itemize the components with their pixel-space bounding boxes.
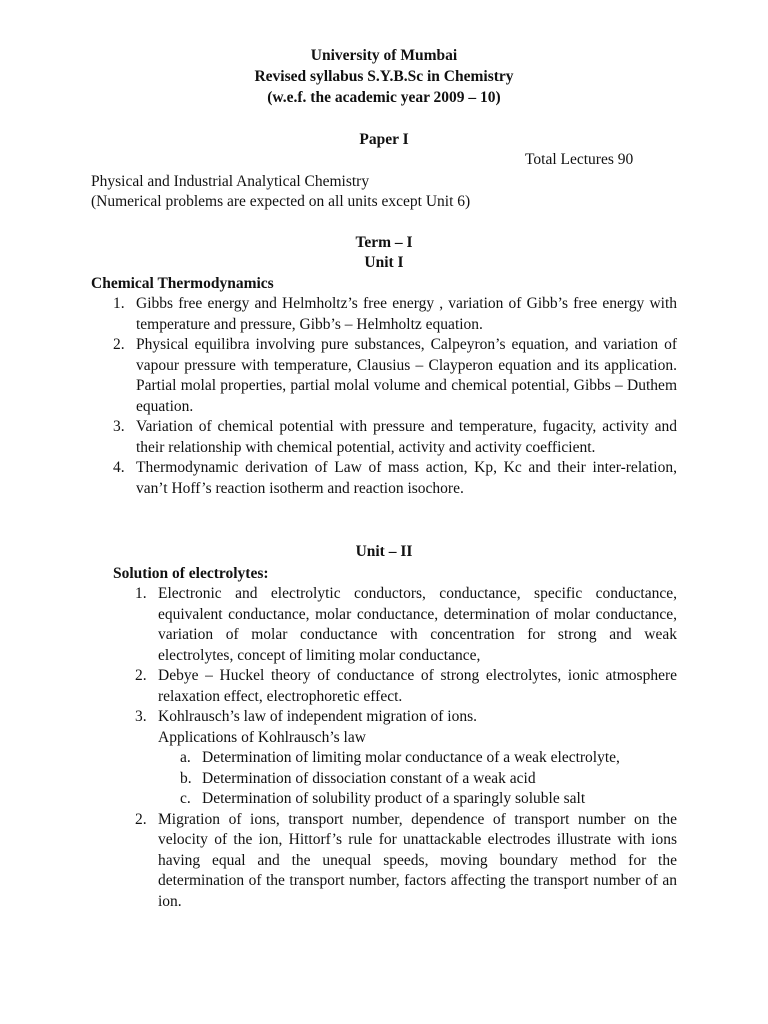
item-number: 1. [113, 295, 125, 312]
item-number: 4. [113, 459, 125, 476]
sub-item-text: Determination of dissociation constant of a weak acid [202, 769, 536, 787]
item-text: Kohlrausch’s law of independent migration of ions. [158, 708, 477, 725]
item-text: Gibbs free energy and Helmholtz’s free energy , variation of Gibb’s free energy with temperature and pressure, Gibb’s – Helmholtz equation. [136, 295, 677, 333]
list-item [113, 335, 677, 417]
list-item [135, 810, 677, 913]
unit-2-topic-list [135, 584, 677, 912]
sub-list-item [180, 748, 677, 769]
item-text: Thermodynamic derivation of Law of mass action, Kp, Kc and their inter-relation, van’t Hoff’s reaction isotherm and reaction isochore. [136, 459, 677, 497]
sub-item-letter: a. [180, 749, 191, 766]
term-heading: Term – I [355, 234, 413, 251]
item-text: Migration of ions, transport number, dependence of transport number on the velocity of the ion, Hittorf’s rule for unattackable electrodes illustrate with ions having equal and the unequal speeds, moving boundary method for the determination of the transport number, factors affecting the transport number of an ion. [158, 810, 677, 910]
item-number: 2. [135, 667, 147, 684]
sub-list-item [180, 769, 677, 790]
paper-title: Paper I [359, 131, 409, 148]
item-number: 2. [113, 336, 125, 353]
unit-1-heading: Unit I [364, 254, 404, 271]
list-item [113, 294, 677, 335]
sub-item-text: Determination of limiting molar conductance of a weak electrolyte, [202, 749, 620, 766]
item-text: Physical equilibra involving pure substances, Calpeyron’s equation, and variation of vapour pressure with temperature, Clausius – Clayperon equation and its application. Partial molal properties, partial molal volume and chemical potential, Gibbs – Duthem equation. [136, 336, 677, 415]
unit-2-heading: Unit – II [355, 543, 413, 560]
document-header [0, 46, 768, 109]
item-text: Debye – Huckel theory of conductance of strong electrolytes, ionic atmosphere relaxation effect, electrophoretic effect. [158, 667, 677, 705]
applications-sub-list [158, 748, 677, 810]
list-item [113, 458, 677, 499]
sub-item-text: Determination of solubility product of a sparingly soluble salt [202, 790, 586, 807]
syllabus-title: Revised syllabus S.Y.B.Sc in Chemistry [254, 68, 514, 85]
list-item [135, 666, 677, 707]
item-number: 1. [135, 585, 147, 602]
course-title: Physical and Industrial Analytical Chemistry [91, 173, 370, 190]
course-note: (Numerical problems are expected on all units except Unit 6) [91, 193, 471, 210]
total-lectures: Total Lectures 90 [525, 151, 634, 168]
item-text: Variation of chemical potential with pressure and temperature, fugacity, activity and their relationship with chemical potential, activity and activity coefficient. [136, 418, 677, 456]
university-name: University of Mumbai [310, 47, 458, 64]
academic-year: (w.e.f. the academic year 2009 – 10) [267, 89, 501, 106]
list-item [135, 707, 677, 810]
item-number: 3. [135, 708, 147, 725]
item-body [158, 707, 677, 810]
section-heading-thermodynamics: Chemical Thermodynamics [91, 275, 274, 292]
item-subtitle: Applications of Kohlrausch’s law [158, 728, 366, 746]
unit-1-topic-list [113, 294, 677, 499]
item-number: 3. [113, 418, 125, 435]
list-item [113, 417, 677, 458]
sub-item-letter: b. [180, 769, 192, 787]
sub-item-letter: c. [180, 790, 191, 807]
sub-list-item [180, 789, 677, 810]
item-number: 2. [135, 810, 147, 828]
item-text: Electronic and electrolytic conductors, conductance, specific conductance, equivalent conductance, molar conductance, determination of molar conductance, variation of molar conductance with concentration for strong and weak electrolytes, concept of limiting molar conductance, [158, 585, 677, 664]
list-item [135, 584, 677, 666]
section-heading-electrolytes: Solution of electrolytes: [113, 565, 269, 582]
